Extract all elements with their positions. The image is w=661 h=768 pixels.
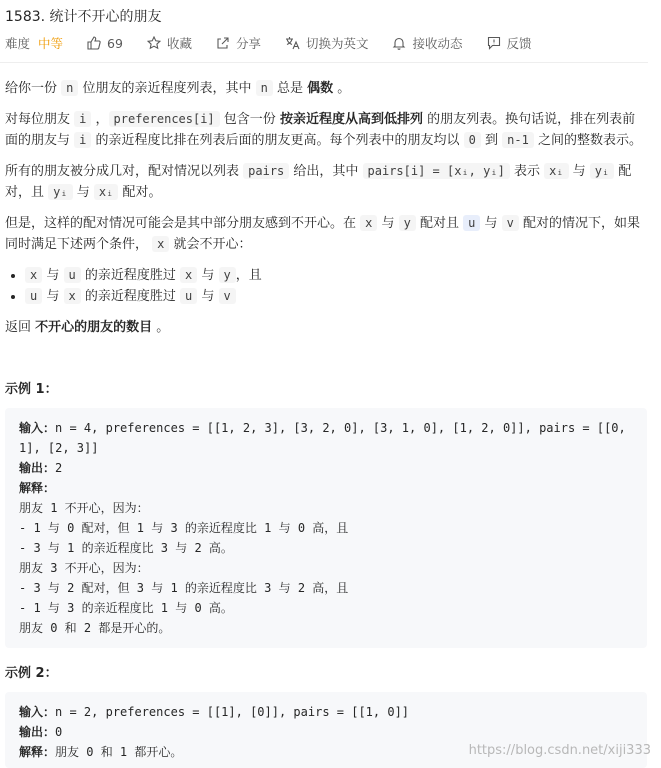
example-1-title: 示例 1： <box>5 382 58 397</box>
star-icon <box>147 36 161 50</box>
share-button[interactable] <box>216 34 261 52</box>
thumbs-up-icon <box>87 36 101 50</box>
feedback-label: 反馈 <box>506 36 532 51</box>
favorite-button[interactable] <box>147 34 192 52</box>
example-1-explain-label: 解释： <box>19 481 56 495</box>
example-1-line: - 3 与 1 的亲近程度比 3 与 2 高。 <box>19 541 233 555</box>
notify-button[interactable] <box>392 34 462 52</box>
example-2-output: 输出：0 <box>19 725 63 739</box>
problem-description <box>5 78 647 348</box>
problem-meta-bar <box>5 34 556 52</box>
example-1-line: 朋友 0 和 2 都是开心的。 <box>19 621 171 635</box>
switch-language-label: 切换为英文 <box>305 36 369 51</box>
condition-1: • x 与 u 的亲近程度胜过 x 与 y ，且 <box>25 265 647 286</box>
example-2-explain: 解释：朋友 0 和 1 都开心。 <box>19 745 183 759</box>
condition-list <box>5 265 647 307</box>
condition-2: • u 与 x 的亲近程度胜过 u 与 v <box>25 286 647 307</box>
feedback-icon <box>487 36 501 50</box>
example-1-line: - 1 与 3 的亲近程度比 1 与 0 高。 <box>19 601 233 615</box>
desc-paragraph-1: 给你一份 n 位朋友的亲近程度列表，其中 n 总是 偶数 。 <box>5 81 351 96</box>
desc-paragraph-4: 但是，这样的配对情况可能会是其中部分朋友感到不开心。在 x 与 y 配对且 u 与 v 配对的情况下，如果同时满足下述两个条件， x 就会不开心： <box>5 216 641 252</box>
watermark: https://blog.csdn.net/xiji333 <box>468 743 651 758</box>
switch-language-button[interactable] <box>285 34 369 52</box>
desc-paragraph-2: 对每位朋友 i ， preferences[i] 包含一份 按亲近程度从高到低排列 的朋友列表。换句话说，排在列表前面的朋友与 i 的亲近程度比排在列表后面的朋友更高。每个列表中的朋友均以 0 到 n-1 之间的整数表示。 <box>5 112 642 148</box>
difficulty-label: 难度 <box>5 36 31 51</box>
example-2-title: 示例 2： <box>5 666 58 681</box>
example-1-line: - 1 与 0 配对，但 1 与 3 的亲近程度比 1 与 0 高，且 <box>19 521 349 535</box>
divider <box>0 62 648 63</box>
bell-icon <box>392 36 406 50</box>
example-2-input: 输入：n = 2, preferences = [[1], [0]], pairs = [[1, 0]] <box>19 705 410 719</box>
problem-title: 1583. 统计不开心的朋友 <box>5 9 162 25</box>
feedback-button[interactable] <box>487 34 532 52</box>
share-label: 分享 <box>235 36 261 51</box>
desc-paragraph-5: 返回 不开心的朋友的数目 。 <box>5 320 170 335</box>
desc-paragraph-3: 所有的朋友被分成几对，配对情况以列表 pairs 给出，其中 pairs[i] = [xᵢ, yᵢ] 表示 xᵢ 与 yᵢ 配对，且 yᵢ 与 xᵢ 配对。 <box>5 164 632 200</box>
example-1-block <box>5 408 647 648</box>
example-1-line: 朋友 3 不开心，因为： <box>19 561 149 575</box>
example-1-line: - 3 与 2 配对，但 3 与 1 的亲近程度比 3 与 2 高，且 <box>19 581 349 595</box>
translate-icon <box>285 36 300 50</box>
notify-label: 接收动态 <box>412 36 463 51</box>
like-button[interactable] <box>87 36 123 51</box>
like-count: 69 <box>107 35 123 51</box>
example-1-input-cont: 1], [2, 3]] <box>19 441 99 455</box>
example-1-output: 输出：2 <box>19 461 63 475</box>
example-1-input: 输入：n = 4, preferences = [[1, 2, 3], [3, 2, 0], [3, 1, 0], [1, 2, 0]], pairs = [[0, <box>19 421 626 435</box>
example-1-line: 朋友 1 不开心，因为： <box>19 501 149 515</box>
difficulty-badge: 中等 <box>38 36 64 51</box>
favorite-label: 收藏 <box>166 36 192 51</box>
share-icon <box>216 36 230 50</box>
